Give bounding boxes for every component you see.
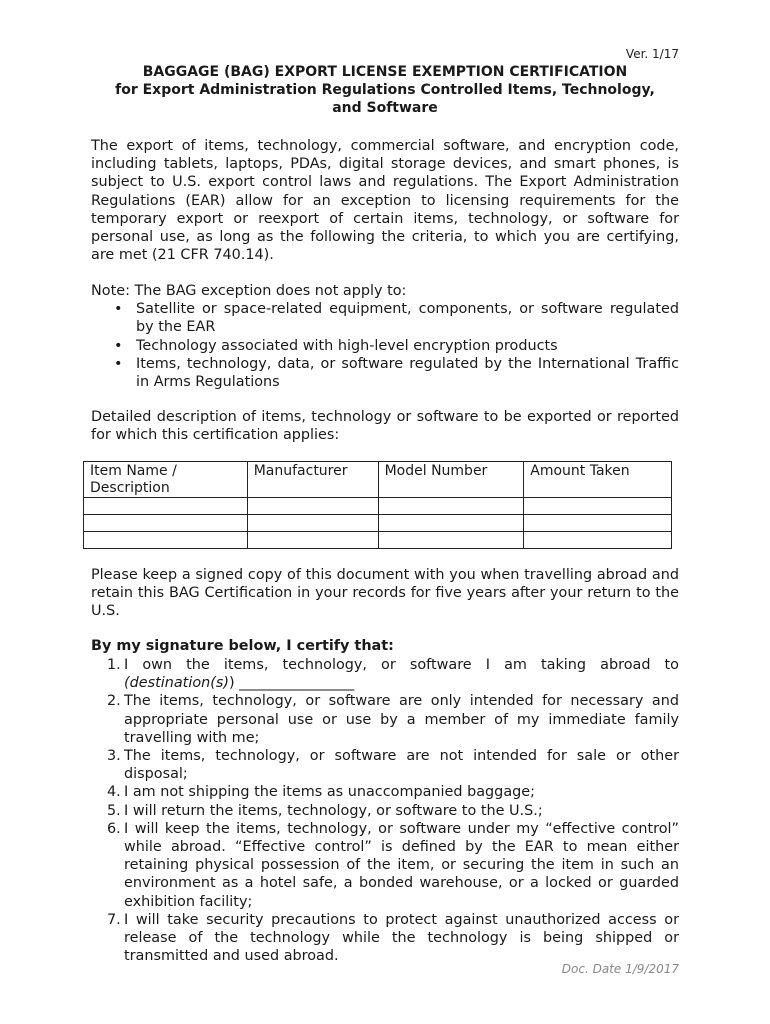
list-item: • Technology associated with high-level encryption products — [114, 337, 558, 354]
table-cell[interactable] — [524, 532, 672, 549]
list-item: • Satellite or space-related equipment, components, or software regulated by the EAR — [114, 301, 679, 336]
item-number: 4. — [107, 784, 121, 801]
table-cell[interactable] — [247, 515, 378, 532]
title-line: BAGGAGE (BAG) EXPORT LICENSE EXEMPTION CERTIFICATION — [142, 64, 628, 80]
list-item: 2. The items, technology, or software are only intended for necessary and appropriate personal use or use by a member of my immediate family travelling with me; — [107, 693, 679, 746]
item-number: 7. — [107, 911, 121, 928]
item-number: 2. — [107, 693, 121, 710]
list-item: 4. I am not shipping the items as unaccompanied baggage; — [107, 784, 535, 801]
table-row — [84, 498, 672, 515]
column-header-amount-taken: Amount Taken — [524, 462, 672, 498]
table-cell[interactable] — [247, 498, 378, 515]
destination-label: (destination(s) — [124, 675, 229, 692]
column-header-manufacturer: Manufacturer — [247, 462, 378, 498]
item-number: 3. — [107, 748, 121, 765]
table-cell[interactable] — [84, 515, 248, 532]
certification-list — [91, 656, 679, 965]
items-table — [83, 461, 672, 549]
exception-list — [91, 300, 679, 391]
note-section — [91, 282, 679, 391]
keep-copy-paragraph: Please keep a signed copy of this document with you when travelling abroad and retain this BAG Certification in your records for five years after your return to the U.S. — [91, 567, 679, 620]
bullet-icon: • — [114, 355, 123, 372]
version-label: Ver. 1/17 — [625, 47, 679, 61]
list-item: 7. I will take security precautions to protect against unauthorized access or release of the technology while the technology is being shipped or transmitted and used abroad. — [107, 911, 679, 965]
table-cell[interactable] — [378, 498, 524, 515]
table-cell[interactable] — [524, 515, 672, 532]
table-cell[interactable] — [378, 532, 524, 549]
certify-heading: By my signature below, I certify that: — [91, 638, 394, 654]
table-cell[interactable] — [84, 532, 248, 549]
destination-blank[interactable]: ) ________________ — [228, 675, 355, 692]
document-date: Doc. Date 1/9/2017 — [561, 962, 679, 976]
table-cell[interactable] — [247, 532, 378, 549]
table-row — [84, 532, 672, 549]
document-title — [91, 63, 679, 117]
item-number: 5. — [107, 802, 121, 819]
table-cell[interactable] — [84, 498, 248, 515]
detail-paragraph: Detailed description of items, technology or software to be exported or reported for which this certification applies: — [91, 409, 679, 444]
note-heading: Note: The BAG exception does not apply to: — [91, 283, 407, 299]
list-item: 5. I will return the items, technology, or software to the U.S.; — [107, 802, 543, 819]
list-item: • Items, technology, data, or software regulated by the International Traffic in Arms Regulations — [114, 355, 679, 391]
table-cell[interactable] — [524, 498, 672, 515]
intro-paragraph: The export of items, technology, commercial software, and encryption code, including tablets, laptops, PDAs, digital storage devices, and smart phones, is subject to U.S. export control laws and regulations. The Export Administration Regulations (EAR) allow for an exception to licensing requirements for the temporary export or reexport of certain items, technology, or software for personal use, as long as the following the criteria, to which you are certifying, are met (21 CFR 740.14). — [91, 138, 679, 264]
title-line: for Export Administration Regulations Controlled Items, Technology, — [115, 82, 655, 98]
table-cell[interactable] — [378, 515, 524, 532]
bullet-icon: • — [114, 301, 123, 318]
column-header-model-number: Model Number — [378, 462, 524, 498]
table-header-row — [84, 462, 672, 498]
list-item: 6. I will keep the items, technology, or software under my “effective control” while abroad. “Effective control” is defined by the EAR to mean either retaining physical possession of the item, or securing the item in such an environment as a hotel safe, a bonded warehouse, or a locked or guarded exhibition facility; — [107, 820, 679, 910]
item-number: 6. — [107, 820, 121, 837]
table-row — [84, 515, 672, 532]
column-header-item-name: Item Name / Description — [84, 462, 248, 498]
list-item: 3. The items, technology, or software are not intended for sale or other disposal; — [107, 748, 679, 783]
title-line: and Software — [332, 100, 438, 116]
item-number: 1. — [107, 657, 121, 673]
bullet-icon: • — [114, 337, 123, 354]
list-item: 1. I own the items, technology, or software I am taking abroad to (destination(s)) ________________ — [107, 657, 679, 692]
